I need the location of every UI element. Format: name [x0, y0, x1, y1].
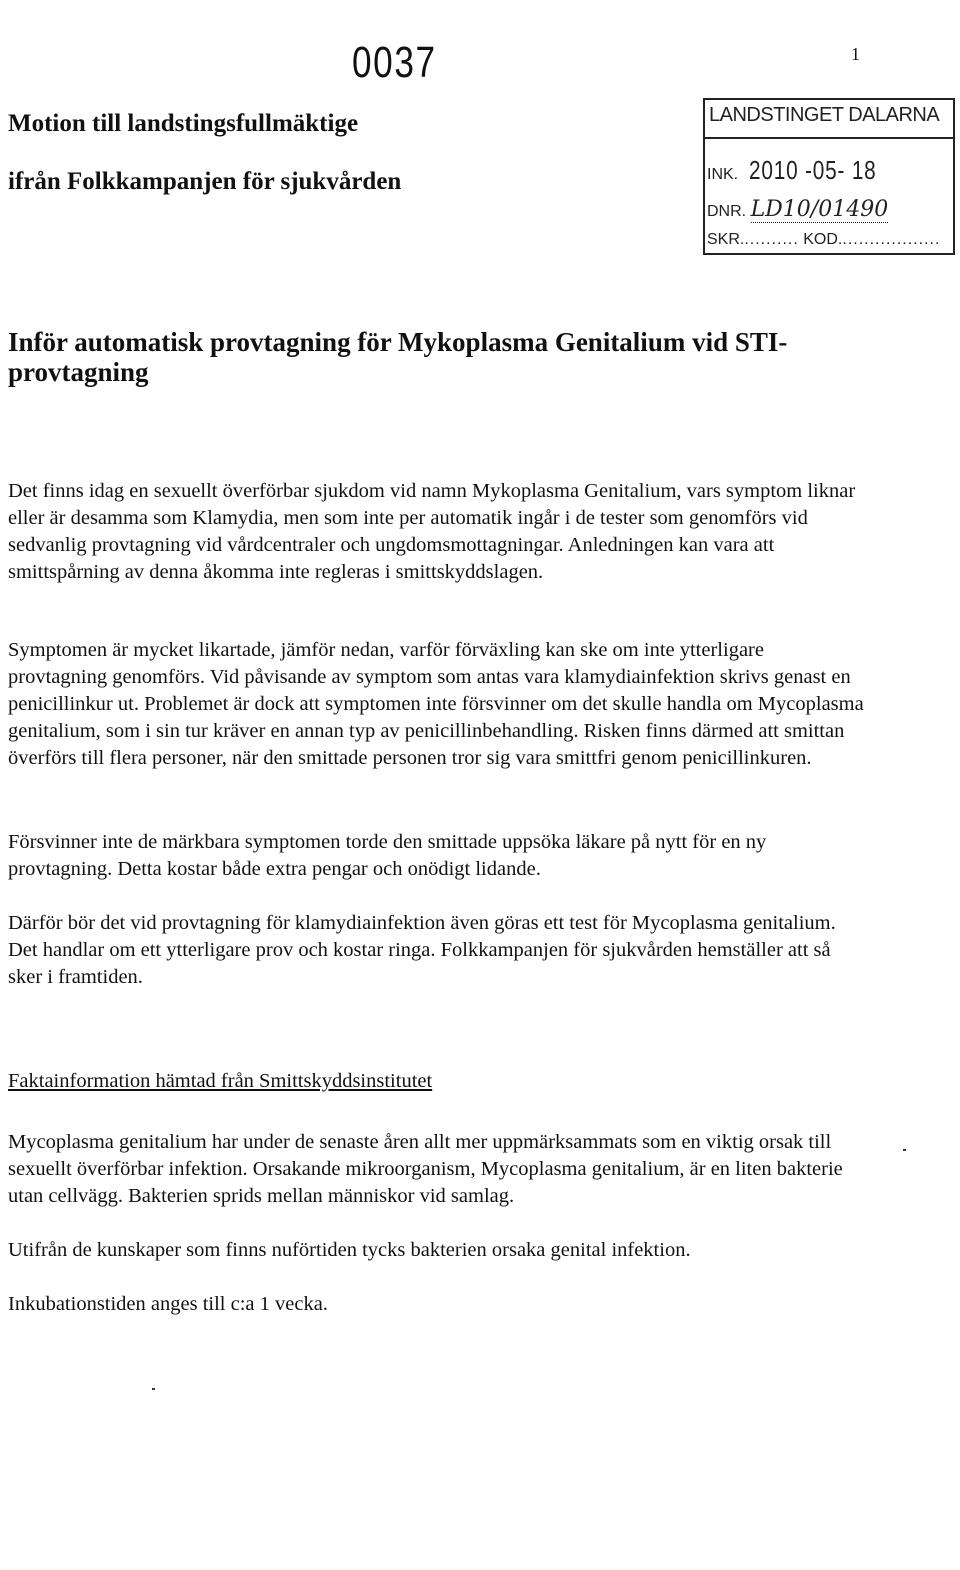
stamp-ink-row	[707, 155, 908, 186]
stamp-ink-date: 2010 -05- 18	[748, 155, 877, 185]
stamp-dnr-label: DNR.	[707, 203, 747, 220]
stamp-skr-row	[707, 231, 940, 249]
registration-stamp	[703, 98, 955, 255]
stamp-title: LANDSTINGET DALARNA	[709, 104, 940, 126]
motion-title: Inför automatisk provtagning för Mykoplasma Genitalium vid STI-provtagning	[8, 327, 788, 387]
fact-paragraph-1: Mycoplasma genitalium har under de senaste åren allt mer uppmärksammats som en viktig orsak till sexuellt överförbar infektion. Orsakande mikroorganism, Mycoplasma genitalium, är en liten bakterie utan cellvägg. Bakterien sprids mellan människor vid samlag.	[8, 1131, 843, 1207]
page-number: 1	[851, 44, 860, 64]
scan-speck	[903, 1149, 906, 1151]
scan-speck	[152, 1388, 155, 1390]
stamp-kod-dots: ..................	[842, 231, 941, 248]
header-line-2: ifrån Folkkampanjen för sjukvården	[8, 168, 402, 195]
stamp-dnr-value: LD10/01490	[750, 197, 889, 222]
stamp-skr-dots: ..........	[744, 231, 799, 248]
fact-paragraph-2: Utifrån de kunskaper som finns nuförtiden tycks bakterien orsaka genital infektion.	[8, 1239, 691, 1261]
body-paragraph-2: Symptomen är mycket likartade, jämför nedan, varför förväxling kan ske om inte ytterligare provtagning genomförs. Vid påvisande av symptom som antas vara klamydiainfektion skrivs genast en penicillinkur ut. Problemet är dock att symptomen inte försvinner om det skulle handla om Mycoplasma genitalium, som i sin tur kräver en annan typ av penicillinbehandling. Risken finns därmed att smittan överförs till flera personer, när den smittade personen tror sig vara smittfri genom penicillinkuren.	[8, 639, 864, 769]
stamp-dnr-row	[707, 197, 888, 222]
fact-heading: Faktainformation hämtad från Smittskyddsinstitutet	[8, 1070, 433, 1092]
stamp-skr-label: SKR.	[707, 231, 745, 248]
fact-paragraph-3: Inkubationstiden anges till c:a 1 vecka.	[8, 1293, 328, 1315]
body-paragraph-4: Därför bör det vid provtagning för klamydiainfektion även göras ett test för Mycoplasma genitalium. Det handlar om ett ytterligare prov och kostar ringa. Folkkampanjen för sjukvården hemställer att så sker i framtiden.	[8, 912, 836, 988]
document-stamp-number: 0037	[352, 38, 437, 87]
stamp-kod-label: KOD.	[803, 231, 843, 248]
body-paragraph-1: Det finns idag en sexuellt överförbar sjukdom vid namn Mykoplasma Genitalium, vars symptom liknar eller är desamma som Klamydia, men som inte per automatik ingår i de tester som genomförs vid sedvanlig provtagning vid vårdcentraler och ungdomsmottagningar. Anledningen kan vara att smittspårning av denna åkomma inte regleras i smittskyddslagen.	[8, 480, 856, 583]
stamp-body	[703, 137, 955, 257]
body-paragraph-3: Försvinner inte de märkbara symptomen torde den smittade uppsöka läkare på nytt för en ny provtagning. Detta kostar både extra pengar och onödigt lidande.	[8, 831, 767, 880]
header-line-1: Motion till landstingsfullmäktige	[8, 110, 359, 137]
stamp-ink-label: INK.	[707, 166, 739, 183]
